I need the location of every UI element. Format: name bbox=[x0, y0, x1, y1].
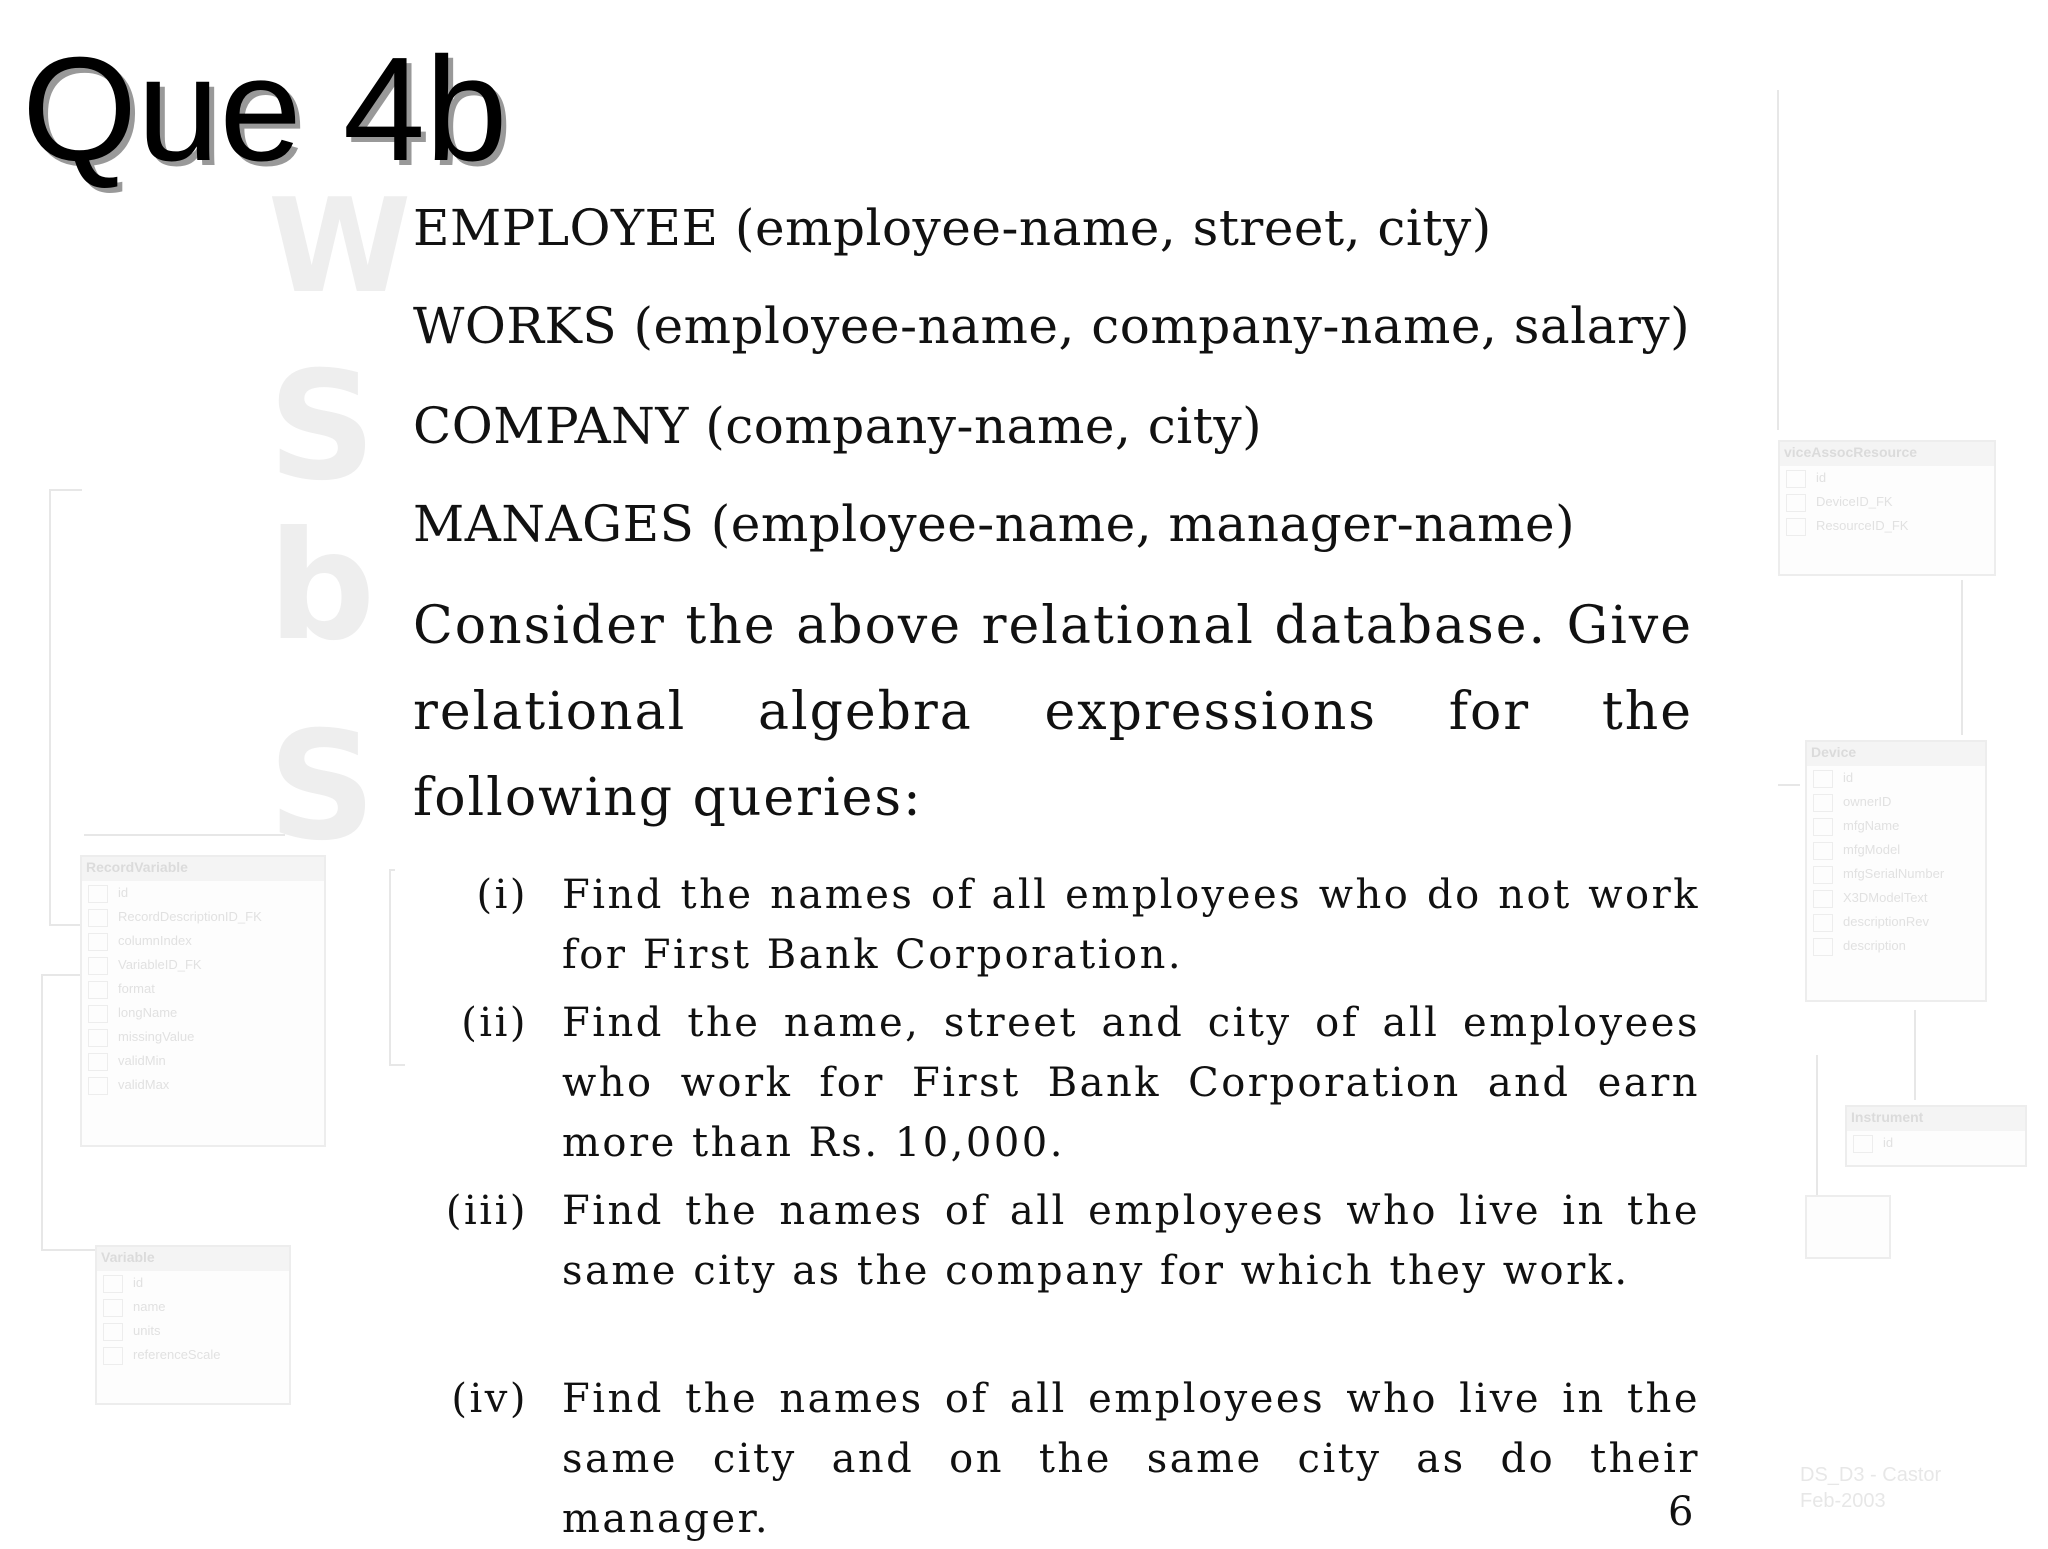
watermark-glyph: b bbox=[268, 500, 376, 674]
table-header: viceAssocResource bbox=[1780, 442, 1994, 466]
table-field: format bbox=[82, 977, 324, 1001]
schema-manages: MANAGES (employee-name, manager-name) bbox=[413, 495, 1576, 553]
table-field: mfgSerialNumber bbox=[1807, 862, 1985, 886]
table-field: X3DModelText bbox=[1807, 886, 1985, 910]
table-instrument bbox=[1845, 1105, 2027, 1167]
table-field: columnIndex bbox=[82, 929, 324, 953]
table-device bbox=[1805, 740, 1987, 1002]
table-field: units bbox=[97, 1319, 289, 1343]
schema-company: COMPANY (company-name, city) bbox=[413, 397, 1263, 455]
table-field: descriptionRev bbox=[1807, 910, 1985, 934]
marks-label: 6 bbox=[1668, 1489, 1694, 1535]
table-field: ResourceID_FK bbox=[1780, 514, 1994, 538]
query-text: Find the names of all employees who do not work for First Bank Corporation. bbox=[562, 872, 1700, 978]
diagram-caption-line: DS_D3 - Castor bbox=[1800, 1464, 1942, 1486]
query-number: (i) bbox=[476, 872, 528, 918]
table-header: Variable bbox=[97, 1247, 289, 1271]
schema-works: WORKS (employee-name, company-name, salary) bbox=[413, 297, 1691, 355]
diagram-caption-line: Feb-2003 bbox=[1800, 1490, 1886, 1512]
slide-title: Que 4b bbox=[22, 27, 508, 192]
table-unnamed bbox=[1805, 1195, 1891, 1259]
table-field: RecordDescriptionID_FK bbox=[82, 905, 324, 929]
table-field: DeviceID_FK bbox=[1780, 490, 1994, 514]
table-variable bbox=[95, 1245, 291, 1405]
table-field: longName bbox=[82, 1001, 324, 1025]
schema-employee: EMPLOYEE (employee-name, street, city) bbox=[413, 199, 1492, 257]
table-field: id bbox=[97, 1271, 289, 1295]
query-number: (iv) bbox=[451, 1376, 528, 1422]
table-header: RecordVariable bbox=[82, 857, 324, 881]
query-number: (ii) bbox=[461, 1000, 528, 1046]
table-field: mfgModel bbox=[1807, 838, 1985, 862]
watermark-glyph: W bbox=[268, 170, 412, 322]
table-field: id bbox=[1807, 766, 1985, 790]
watermark-glyph: S bbox=[268, 340, 377, 514]
table-viceassocresource bbox=[1778, 440, 1996, 576]
table-field: ownerID bbox=[1807, 790, 1985, 814]
table-field: referenceScale bbox=[97, 1343, 289, 1367]
table-field: id bbox=[1780, 466, 1994, 490]
table-field: id bbox=[1847, 1131, 2025, 1155]
table-recordvariable bbox=[80, 855, 326, 1147]
table-field: description bbox=[1807, 934, 1985, 958]
table-field: VariableID_FK bbox=[82, 953, 324, 977]
instruction-paragraph: Consider the above relational database. Give relational algebra expressions for the following queries: bbox=[413, 596, 1693, 828]
table-field: name bbox=[97, 1295, 289, 1319]
watermark-glyph: S bbox=[268, 700, 377, 874]
query-text: Find the name, street and city of all employees who work for First Bank Corporation and earn more than Rs. 10,000. bbox=[562, 1000, 1700, 1166]
query-number: (iii) bbox=[445, 1188, 528, 1234]
diagram-caption bbox=[1800, 1462, 1941, 1514]
table-field: mfgName bbox=[1807, 814, 1985, 838]
query-text: Find the names of all employees who live in the same city and on the same city as do their manager. bbox=[562, 1376, 1700, 1542]
table-field: missingValue bbox=[82, 1025, 324, 1049]
table-field: id bbox=[82, 881, 324, 905]
table-field: validMax bbox=[82, 1073, 324, 1097]
table-header: Instrument bbox=[1847, 1107, 2025, 1131]
query-text: Find the names of all employees who live in the same city as the company for which they work. bbox=[562, 1188, 1700, 1294]
table-header: Device bbox=[1807, 742, 1985, 766]
table-field: validMin bbox=[82, 1049, 324, 1073]
